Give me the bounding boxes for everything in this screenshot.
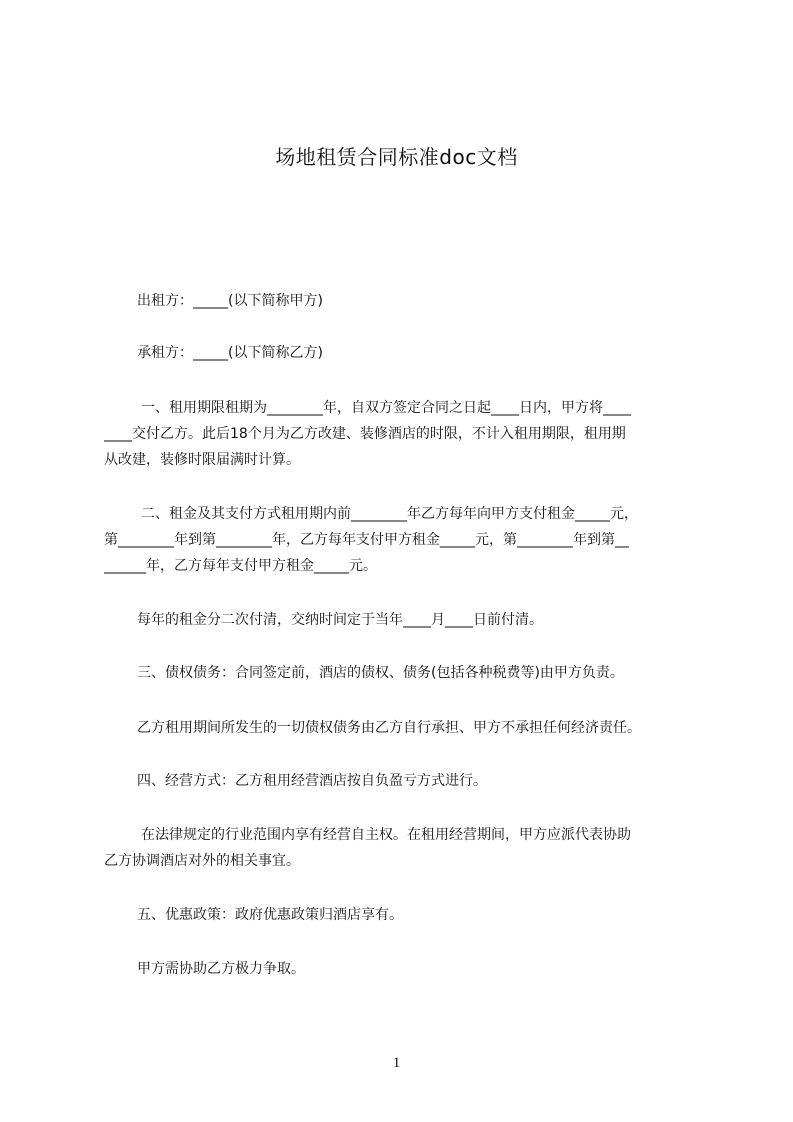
clause-2-line-3: ______年，乙方每年支付甲方租金_____元。 [104,558,377,574]
debt-during-lease-line: 乙方租用期间所发生的一切债权债务由乙方自行承担、甲方不承担任何经济责任。 [137,720,641,736]
lessor-line: 出租方：_____(以下简称甲方) [137,293,323,309]
document-body [104,0,700,1122]
clause-1-line-3: 从改建，装修时限届满时计算。 [104,452,300,468]
clause-2-line-2: 第________年到第________年，乙方每年支付甲方租金_____元，第________年到第__ [104,532,629,548]
clause-2-line-1: 二、租金及其支付方式租用期内前________年乙方每年向甲方支付租金_____元， [141,506,638,522]
clause-5-line: 五、优惠政策：政府优惠政策归酒店享有。 [137,907,403,923]
page-number: 1 [392,1055,401,1071]
clause-1-line-1: 一、租用期限租期为________年，自双方签定合同之日起____日内，甲方将____ [141,400,631,416]
rent-payment-line: 每年的租金分二次付清，交纳时间定于当年____月____日前付清。 [137,612,543,628]
lessee-line: 承租方：_____(以下简称乙方) [137,345,323,361]
clause-1-line-2: ____交付乙方。此后18个月为乙方改建、装修酒店的时限，不计入租用期限，租用期 [104,426,626,442]
autonomy-line-1: 在法律规定的行业范围内享有经营自主权。在租用经营期间，甲方应派代表协助 [141,827,631,843]
autonomy-line-2: 乙方协调酒店对外的相关事宜。 [104,853,300,869]
document-title: 场地租赁合同标准doc文档 [275,145,518,169]
clause-4-line: 四、经营方式：乙方租用经营酒店按自负盈亏方式进行。 [137,773,487,789]
clause-3-line: 三、债权债务：合同签定前，酒店的债权、债务(包括各种税费等)由甲方负责。 [137,665,624,681]
assist-line: 甲方需协助乙方极力争取。 [137,961,305,977]
